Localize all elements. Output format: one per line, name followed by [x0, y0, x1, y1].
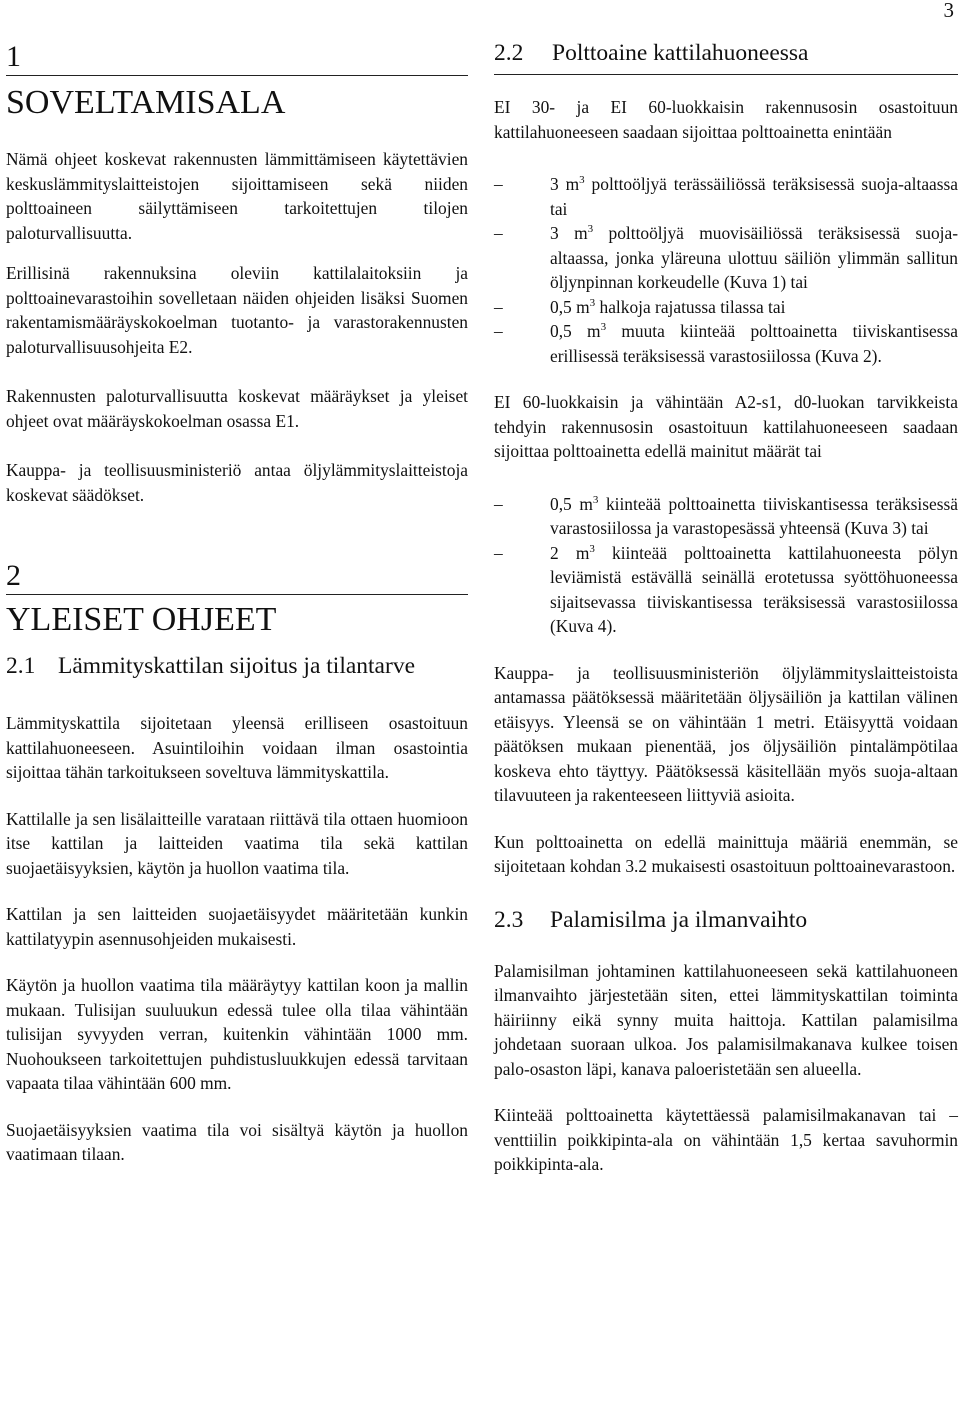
dash-marker: –: [494, 321, 503, 341]
dash-marker: –: [494, 174, 503, 194]
s21-paragraph-4: Käytön ja huollon vaatima tila määräytyy kattilan koon ja mallin mukaan. Tulisijan suuluukun edessä tulee olla tilaa vähintään tulisijan syvyyden verran, kuitenkin vähintään 1000 mm. Nuohoukseen tarkoitettujen puhdistusluukkujen edessä tarvitaan vapaata tilaa vähintään 600 mm.: [6, 975, 468, 1093]
unit-exponent: 3: [589, 542, 595, 555]
list-item: [494, 221, 958, 295]
unit-exponent: 3: [589, 296, 596, 309]
s23-paragraph-1: Palamisilman johtaminen kattilahuoneeseen sekä kattilahuoneen ilmanvaihto järjestetään siten, ettei lämmityskattilan toiminta häiriinny eikä synny muita haittoja. Kattilan palamisilma johdetaan suoraan ulkoa. Jos palamisilmakanava kulkee toisen palo-osaston läpi, kanava paloeristetään sen alueella.: [494, 960, 958, 1079]
fuel-list-2: [494, 492, 958, 639]
dash-marker: –: [494, 542, 503, 563]
s22-paragraph-2: EI 60-luokkaisin ja vähintään A2-s1, d0-luokan tarvikkeista tehdyin rakennusosin osastoituun kattilahuoneeseen saadaan sijoittaa polttoainetta edellä mainitut määrät tai: [494, 392, 958, 461]
dash-marker: –: [494, 223, 503, 243]
ch1-paragraph-3: Rakennusten paloturvallisuutta koskevat määräykset ja yleiset ohjeet ovat määräyskokoelman osassa E1.: [6, 386, 468, 431]
ch1-paragraph-1: Nämä ohjeet koskevat rakennusten lämmittämiseen käytettävien keskuslämmityslaitteistojen sijoittamiseen sekä niiden polttoaineen säilyttämiseen tarkoitettujen tilojen paloturvallisuutta.: [6, 149, 468, 243]
s21-paragraph-1: Lämmityskattila sijoitetaan yleensä erilliseen osastoituun kattilahuoneeseen. Asuintiloihin voidaan ilman osastointia sijoittaa tähän tarkoitukseen soveltuva lämmityskattila.: [6, 713, 468, 782]
quantity: 3: [550, 174, 559, 194]
list-item: [494, 295, 958, 320]
section-2-2-number: 2.2: [494, 40, 524, 66]
list-item: [494, 541, 958, 639]
description: kiinteää polttoainetta tiiviskantisessa teräksisessä varastosiilossa ja varastopesässä yhteensä (Kuva 3) tai: [550, 493, 958, 538]
s22-intro: EI 30- ja EI 60-luokkaisin rakennusosin osastoituun kattilahuoneeseen saadaan sijoittaa polttoainetta enintään: [494, 97, 958, 142]
s21-paragraph-2: Kattilalle ja sen lisälaitteille varataan riittävä tila ottaen huomioon itse kattilan ja laitteiden vaatima tila sekä kattilan suojaetäisyyksien, käytön ja huollon vaatima tila.: [6, 808, 468, 878]
s21-paragraph-5: Suojaetäisyyksien vaatima tila voi sisältyä käytön ja huollon vaatimaan tilaan.: [6, 1119, 468, 1164]
dash-marker: –: [494, 493, 503, 514]
unit: m: [574, 223, 588, 243]
list-item-text: [550, 172, 958, 221]
quantity: 0,5: [550, 296, 572, 317]
description: halkoja rajatussa tilassa tai: [599, 296, 786, 317]
s22-paragraph-4: Kun polttoainetta on edellä mainittuja määriä enemmän, se sijoitetaan kohdan 3.2 mukaisesti osastoituun polttoainevarastoon.: [494, 831, 958, 876]
s22-paragraph-3: Kauppa- ja teollisuusministeriön öljylämmityslaitteistoista antamassa päätöksessä määritetään öljysäiliön ja kattilan välinen etäisyys. Yleensä se on vähintään 1 metri. Etäisyyttä voidaan päätöksen mukaan pienentää, jos öljysäiliön pintalämpötilaa koskeva ehto täyttyy. Päätöksessä käsitellään myös suoja-altaan tilavuuteen ja rakenteeseen liittyviä asioita.: [494, 662, 958, 805]
ch1-paragraph-4: Kauppa- ja teollisuusministeriö antaa öljylämmityslaitteistoja koskevat säädökset.: [6, 460, 468, 505]
list-item-text: [550, 295, 958, 320]
list-item: [494, 172, 958, 221]
list-item-text: [550, 221, 958, 295]
unit: m: [587, 321, 601, 341]
chapter-2-title: YLEISET OHJEET: [6, 601, 277, 638]
description: muuta kiinteää polttoainetta tiiviskantisessa erillisessä teräksisessä varastosiilossa (Kuva 2).: [550, 321, 958, 366]
section-2-1-heading: [6, 651, 468, 681]
unit: m: [579, 493, 593, 514]
section-2-2-rule: [494, 74, 958, 75]
chapter-1-title: SOVELTAMISALA: [6, 84, 286, 121]
s23-paragraph-2: Kiinteää polttoainetta käytettäessä palamisilmakanavan tai –venttiilin poikkipinta-ala on vähintään 1,5 kertaa savuhormin poikkipinta-ala.: [494, 1105, 958, 1174]
unit-exponent: 3: [587, 223, 594, 235]
ch1-paragraph-2: Erillisinä rakennuksina oleviin kattilalaitoksiin ja polttoainevarastoihin sovelletaan näiden ohjeiden lisäksi Suomen rakentamismääräyskokoelman tuotanto- ja varastorakennusten paloturvallisuusohjeita E2.: [6, 263, 468, 357]
list-item-text: [550, 319, 958, 368]
left-column: [6, 0, 468, 1167]
chapter-2-number: 2: [6, 559, 21, 592]
chapter-2-rule: [6, 594, 468, 595]
unit-exponent: 3: [579, 174, 585, 186]
section-2-2-title: Polttoaine kattilahuoneessa: [552, 40, 809, 66]
unit-exponent: 3: [592, 493, 599, 506]
unit: m: [565, 174, 580, 194]
chapter-1-number: 1: [6, 40, 21, 73]
unit: m: [575, 542, 590, 563]
list-item-text: [550, 541, 958, 639]
page-number: 3: [943, 0, 954, 22]
fuel-list-1: [494, 172, 958, 368]
quantity: 2: [550, 542, 559, 563]
section-2-3-number: 2.3: [494, 906, 524, 933]
s21-paragraph-3: Kattilan ja sen laitteiden suojaetäisyydet määritetään kunkin kattilatyypin asennusohjeiden mukaisesti.: [6, 904, 468, 949]
section-2-1-title: Lämmityskattilan sijoitus ja tilantarve: [58, 653, 415, 679]
quantity: 0,5: [550, 493, 572, 514]
list-item: [494, 492, 958, 541]
list-item-text: [550, 492, 958, 541]
unit: m: [576, 296, 590, 317]
description: polttoöljyä terässäiliössä teräksisessä suoja-altaassa tai: [550, 174, 959, 219]
section-2-3-heading: [494, 905, 958, 935]
quantity: 3: [550, 223, 559, 243]
section-2-1-number: 2.1: [6, 653, 36, 679]
dash-marker: –: [494, 296, 503, 317]
description: polttoöljyä muovisäiliössä teräksisessä suoja-altaassa, jonka yläreuna ulottuu säiliön ylimmän sallitun öljynpinnan korkeudelle (Kuva 1) tai: [550, 223, 958, 292]
description: kiinteää polttoainetta kattilahuoneesta pölyn leviämistä estävällä seinällä erotetussa syöttöhuoneessa sijaitsevassa tiiviskantisessa teräksisessä varastosiilossa (Kuva 4).: [550, 542, 958, 636]
section-2-3-title: Palamisilma ja ilmanvaihto: [550, 906, 808, 933]
list-item: [494, 319, 958, 368]
unit-exponent: 3: [600, 321, 607, 333]
section-2-2-heading: [494, 38, 958, 68]
quantity: 0,5: [550, 321, 572, 341]
right-column: [494, 0, 958, 1177]
chapter-1-rule: [6, 75, 468, 76]
